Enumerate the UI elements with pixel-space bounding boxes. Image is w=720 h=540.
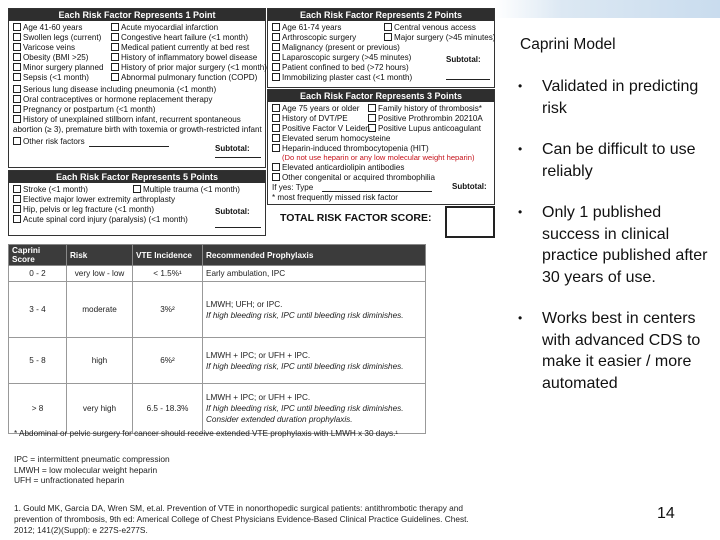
score-cell: 0 - 2 <box>9 266 67 282</box>
caprini-score-table <box>8 244 426 434</box>
score-cell: 3 - 4 <box>9 282 67 338</box>
incidence-cell: < 1.5%¹ <box>133 266 203 282</box>
column-header: Recommended Prophylaxis <box>203 245 426 266</box>
subtotal-label: Subtotal: <box>215 144 250 153</box>
risk-item: Other risk factors <box>13 137 85 147</box>
bullet-item <box>518 308 713 394</box>
risk-item: Age 41-60 years <box>13 23 82 33</box>
table-row <box>9 338 426 384</box>
risk-factor-form <box>8 8 495 237</box>
risk-item: Minor surgery planned <box>13 63 104 73</box>
risk-item: Swollen legs (current) <box>13 33 101 43</box>
prophylaxis-line: LMWH + IPC; or UFH + IPC. <box>206 350 311 360</box>
subtotal-line <box>215 157 261 158</box>
column-header: Risk <box>67 245 133 266</box>
risk-item: Elective major lower extremity arthroplasty <box>13 195 175 205</box>
missed-risk-note: * most frequently missed risk factor <box>272 193 398 202</box>
prophylaxis-line: LMWH; UFH; or IPC. <box>206 299 283 309</box>
risk-item: Serious lung disease including pneumonia (<1 month) <box>13 85 216 95</box>
risk-item: Elevated serum homocysteine <box>272 134 390 144</box>
subtotal-line <box>446 79 490 80</box>
subtotal-label: Subtotal: <box>215 207 250 216</box>
prophylaxis-cell <box>203 384 426 434</box>
risk-item: Pregnancy or postpartum (<1 month) <box>13 105 156 115</box>
bullet-item <box>518 139 713 182</box>
total-score-label: TOTAL RISK FACTOR SCORE: <box>280 212 432 224</box>
prophylaxis-cell <box>203 338 426 384</box>
two-point-box <box>267 8 495 88</box>
cancer-surgery-footnote: * Abdominal or pelvic surgery for cancer should receive extended VTE prophylaxis with LMWH x 30 days.¹ <box>14 429 399 438</box>
heparin-warning: (Do not use heparin or any low molecular weight heparin) <box>282 153 475 162</box>
incidence-cell: 3%² <box>133 282 203 338</box>
one-point-title: Each Risk Factor Represents 1 Point <box>9 9 265 21</box>
risk-item: Positive Lupus anticoagulant <box>368 124 481 134</box>
legend-item: UFH = unfractionated heparin <box>14 475 125 485</box>
subtotal-line <box>215 227 261 228</box>
risk-item: Heparin-induced thrombocytopenia (HIT) <box>272 144 429 154</box>
risk-item: Arthroscopic surgery <box>272 33 356 43</box>
risk-item: Oral contraceptives or hormone replacement therapy <box>13 95 212 105</box>
bullet-list <box>518 76 713 394</box>
bullet-text: Validated in predicting risk <box>542 78 699 117</box>
five-point-box <box>8 170 266 236</box>
subtotal-label: Subtotal: <box>452 182 487 191</box>
total-score-box <box>445 206 495 238</box>
two-point-title: Each Risk Factor Represents 2 Points <box>268 9 494 21</box>
risk-item: Central venous access <box>384 23 476 33</box>
risk-item: Laparoscopic surgery (>45 minutes) <box>272 53 411 63</box>
risk-item: Other congenital or acquired thrombophilia <box>272 173 435 183</box>
risk-item: Age 75 years or older <box>272 104 359 114</box>
risk-cell: moderate <box>67 282 133 338</box>
other-risk-line <box>89 146 169 147</box>
risk-item: Acute myocardial infarction <box>111 23 218 33</box>
bullet-text: Only 1 published success in clinical practice published after 30 years of use. <box>542 204 708 286</box>
risk-item: Congestive heart failure (<1 month) <box>111 33 248 43</box>
risk-item: Patient confined to bed (>72 hours) <box>272 63 409 73</box>
bullet-item <box>518 202 713 288</box>
bullet-glyph: • <box>518 205 523 219</box>
subtotal-label: Subtotal: <box>446 55 481 64</box>
risk-item: Major surgery (>45 minutes) <box>384 33 495 43</box>
bullet-glyph: • <box>518 142 523 156</box>
bullet-text: Works best in centers with advanced CDS to make it easier / more automated <box>542 310 701 392</box>
score-cell: 5 - 8 <box>9 338 67 384</box>
risk-item-continued: abortion (≥ 3), premature birth with toxemia or growth-restricted infant <box>13 125 262 134</box>
table-row <box>9 266 426 282</box>
risk-item: Immobilizing plaster cast (<1 month) <box>272 73 412 83</box>
prophylaxis-bleeding-note: If high bleeding risk, IPC until bleeding risk diminishes. <box>206 404 404 413</box>
bullet-text: Can be difficult to use reliably <box>542 141 696 180</box>
column-header: VTE Incidence <box>133 245 203 266</box>
risk-item: Elevated anticardiolipin antibodies <box>272 163 404 173</box>
incidence-cell: 6.5 - 18.3% <box>133 384 203 434</box>
table-header-row <box>9 245 426 266</box>
risk-cell: very low - low <box>67 266 133 282</box>
if-yes-type: If yes: Type <box>272 183 314 192</box>
risk-item: History of DVT/PE <box>272 114 348 124</box>
bullet-item <box>518 76 713 119</box>
prophylaxis-line: Early ambulation, IPC <box>206 269 286 278</box>
risk-item: Sepsis (<1 month) <box>13 73 89 83</box>
one-point-box <box>8 8 266 168</box>
abbreviation-legend <box>14 454 170 486</box>
prophylaxis-cell <box>203 282 426 338</box>
score-cell: > 8 <box>9 384 67 434</box>
risk-item: History of inflammatory bowel disease <box>111 53 257 63</box>
slide-title: Caprini Model <box>520 36 616 53</box>
prophylaxis-bleeding-note: If high bleeding risk, IPC until bleeding risk diminishes. <box>206 310 404 320</box>
bullet-glyph: • <box>518 311 523 325</box>
risk-item: Acute spinal cord injury (paralysis) (<1 month) <box>13 215 188 225</box>
header-accent-band <box>495 0 720 18</box>
risk-item: Hip, pelvis or leg fracture (<1 month) <box>13 205 154 215</box>
risk-item: Age 61-74 years <box>272 23 341 33</box>
incidence-cell: 6%² <box>133 338 203 384</box>
prophylaxis-cell <box>203 266 426 282</box>
three-point-title: Each Risk Factor Represents 3 Points <box>268 90 494 102</box>
risk-item: History of prior major surgery (<1 month) <box>111 63 267 73</box>
risk-cell: high <box>67 338 133 384</box>
risk-item: Positive Factor V Leiden <box>272 124 370 134</box>
three-point-box <box>267 89 495 205</box>
risk-item: Malignancy (present or previous) <box>272 43 400 53</box>
table-row <box>9 384 426 434</box>
risk-cell: very high <box>67 384 133 434</box>
risk-item: Multiple trauma (<1 month) <box>133 185 240 195</box>
table-row <box>9 282 426 338</box>
type-line <box>322 191 432 192</box>
risk-item: Stroke (<1 month) <box>13 185 88 195</box>
slide-number: 14 <box>657 505 675 522</box>
five-point-title: Each Risk Factor Represents 5 Points <box>9 171 265 183</box>
risk-item: Positive Prothrombin 20210A <box>368 114 483 124</box>
legend-item: LMWH = low molecular weight heparin <box>14 464 158 475</box>
risk-item: Family history of thrombosis* <box>368 104 482 114</box>
prophylaxis-extended-note: Consider extended duration prophylaxis. <box>206 415 353 424</box>
risk-item: Medical patient currently at bed rest <box>111 43 249 53</box>
risk-item: Varicose veins <box>13 43 75 53</box>
risk-item: Obesity (BMI >25) <box>13 53 88 63</box>
risk-item: Abnormal pulmonary function (COPD) <box>111 73 257 83</box>
legend-item: IPC = intermittent pneumatic compression <box>14 454 170 464</box>
reference-citation: 1. Gould MK, Garcia DA, Wren SM, et.al. Prevention of VTE in nonorthopedic surgical patients: antithrombotic therapy and prevention of thrombosis, 9th ed: Americal College of Chest Physicians Evidence-Based Clinical Practice Guidelines. Chest. 2012; 141(2)(Suppl): e 227S-e277S. <box>14 503 469 535</box>
bullet-glyph: • <box>518 79 523 93</box>
prophylaxis-bleeding-note: If high bleeding risk, IPC until bleeding risk diminishes. <box>206 361 404 371</box>
risk-item: History of unexplained stillborn infant, recurrent spontaneous <box>13 115 241 125</box>
column-header: Caprini Score <box>9 245 67 266</box>
prophylaxis-line: LMWH + IPC; or UFH + IPC. <box>206 393 311 402</box>
